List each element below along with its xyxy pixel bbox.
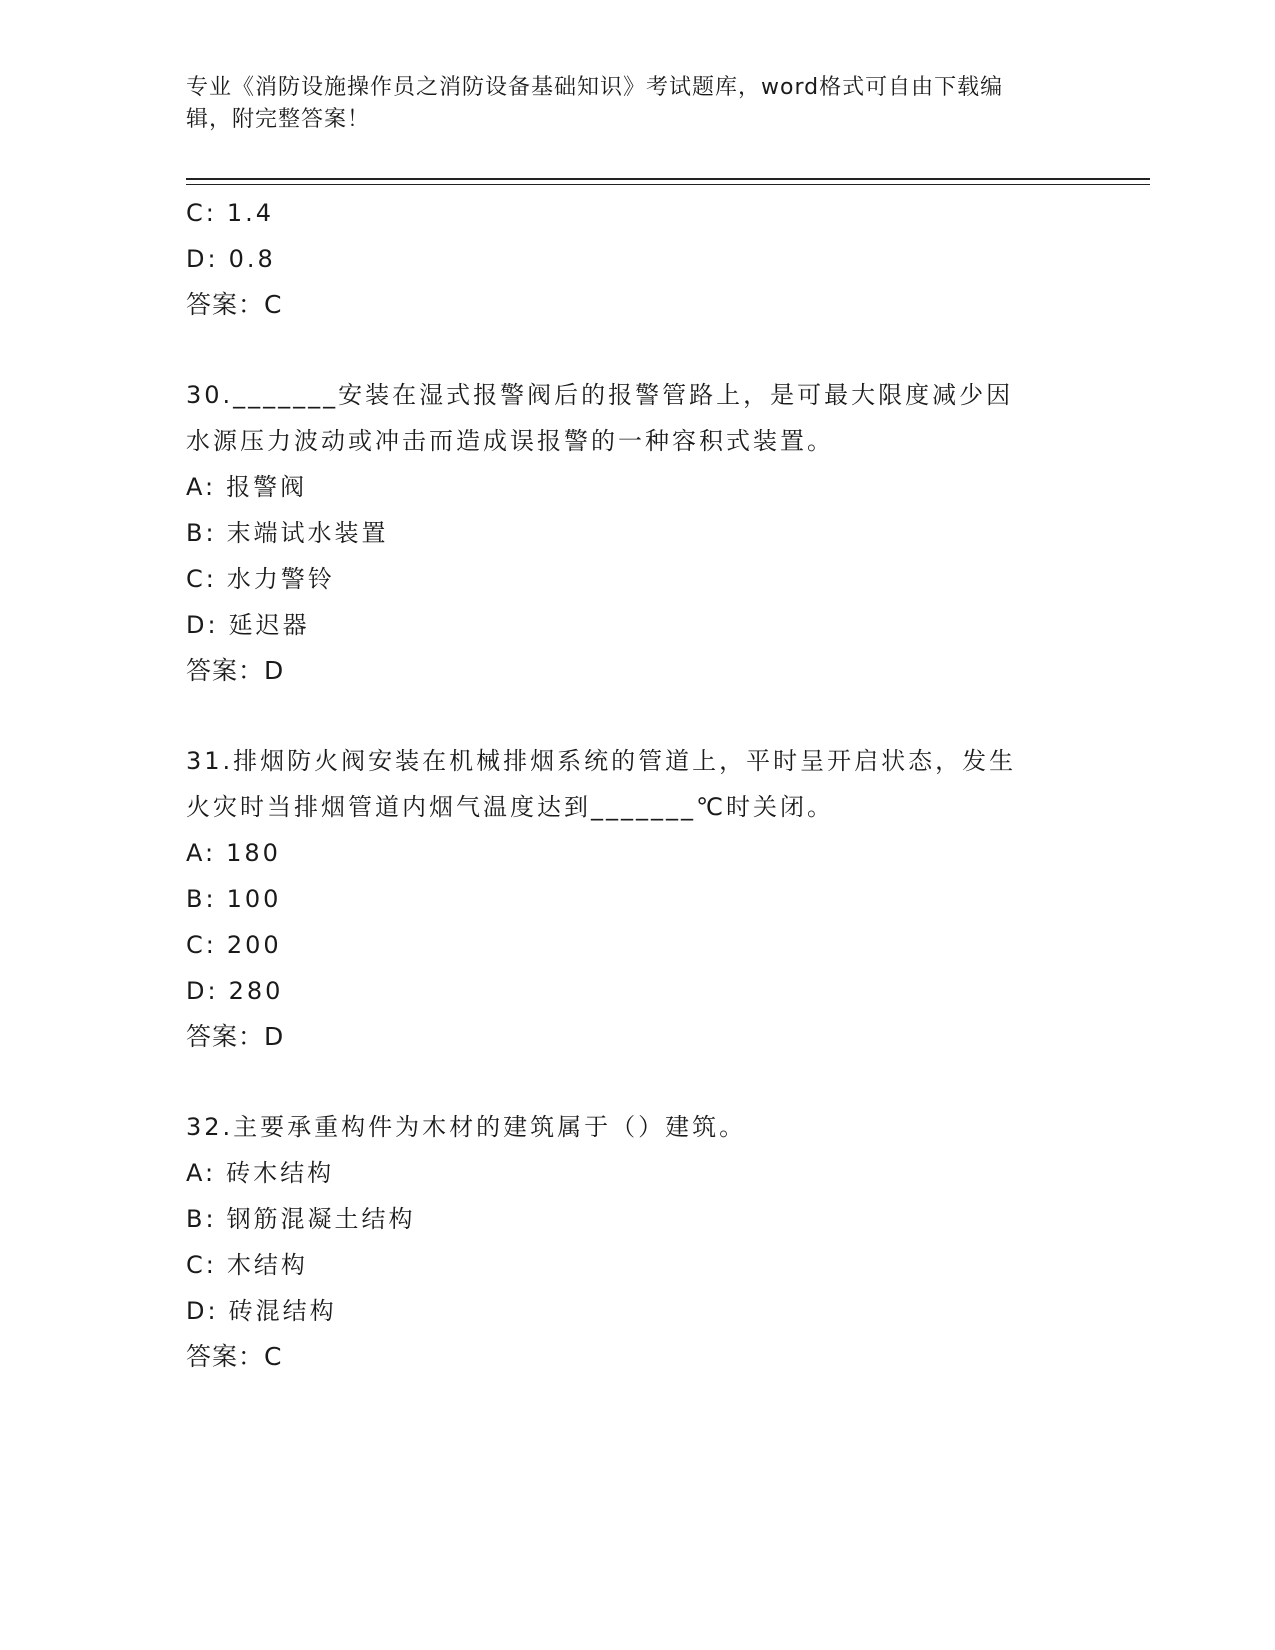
question-text: 31.排烟防火阀安装在机械排烟系统的管道上，平时呈开启状态，发生: [186, 747, 1017, 775]
option-a: A: 砖木结构: [186, 1159, 335, 1187]
option-a: A: 180: [186, 839, 281, 867]
header-divider: [186, 184, 1150, 185]
option-d: D: 延迟器: [186, 611, 310, 639]
question-text: 水源压力波动或冲击而造成误报警的一种容积式装置。: [186, 427, 834, 455]
option-c: C: 木结构: [186, 1251, 308, 1279]
option-b: B: 100: [186, 885, 282, 913]
header-line: 专业《消防设施操作员之消防设备基础知识》考试题库，word格式可自由下载编: [186, 75, 1004, 100]
question-text: 火灾时当排烟管道内烟气温度达到_______℃时关闭。: [186, 793, 834, 821]
question-text: 30._______安装在湿式报警阀后的报警管路上，是可最大限度减少因: [186, 381, 1014, 409]
option-c: C: 1.4: [186, 199, 275, 227]
question-text: 32.主要承重构件为木材的建筑属于（）建筑。: [186, 1113, 747, 1141]
question-list: [186, 190, 1086, 1380]
option-b: B: 钢筋混凝土结构: [186, 1205, 416, 1233]
option-b: B: 末端试水装置: [186, 519, 389, 547]
question-continued: [186, 190, 1086, 328]
option-c: C: 水力警铃: [186, 565, 335, 593]
question-30: [186, 372, 1086, 694]
answer: 答案：C: [186, 1342, 283, 1371]
question-31: [186, 738, 1086, 1060]
option-d: D: 280: [186, 977, 284, 1005]
answer: 答案：C: [186, 290, 283, 319]
answer: 答案：D: [186, 656, 285, 685]
option-d: D: 0.8: [186, 245, 276, 273]
option-a: A: 报警阀: [186, 473, 308, 501]
question-32: [186, 1104, 1086, 1380]
option-d: D: 砖混结构: [186, 1297, 337, 1325]
header-line: 辑，附完整答案！: [186, 107, 371, 132]
answer: 答案：D: [186, 1022, 285, 1051]
option-c: C: 200: [186, 931, 282, 959]
document-header: [186, 72, 1066, 136]
header-divider: [186, 178, 1150, 180]
